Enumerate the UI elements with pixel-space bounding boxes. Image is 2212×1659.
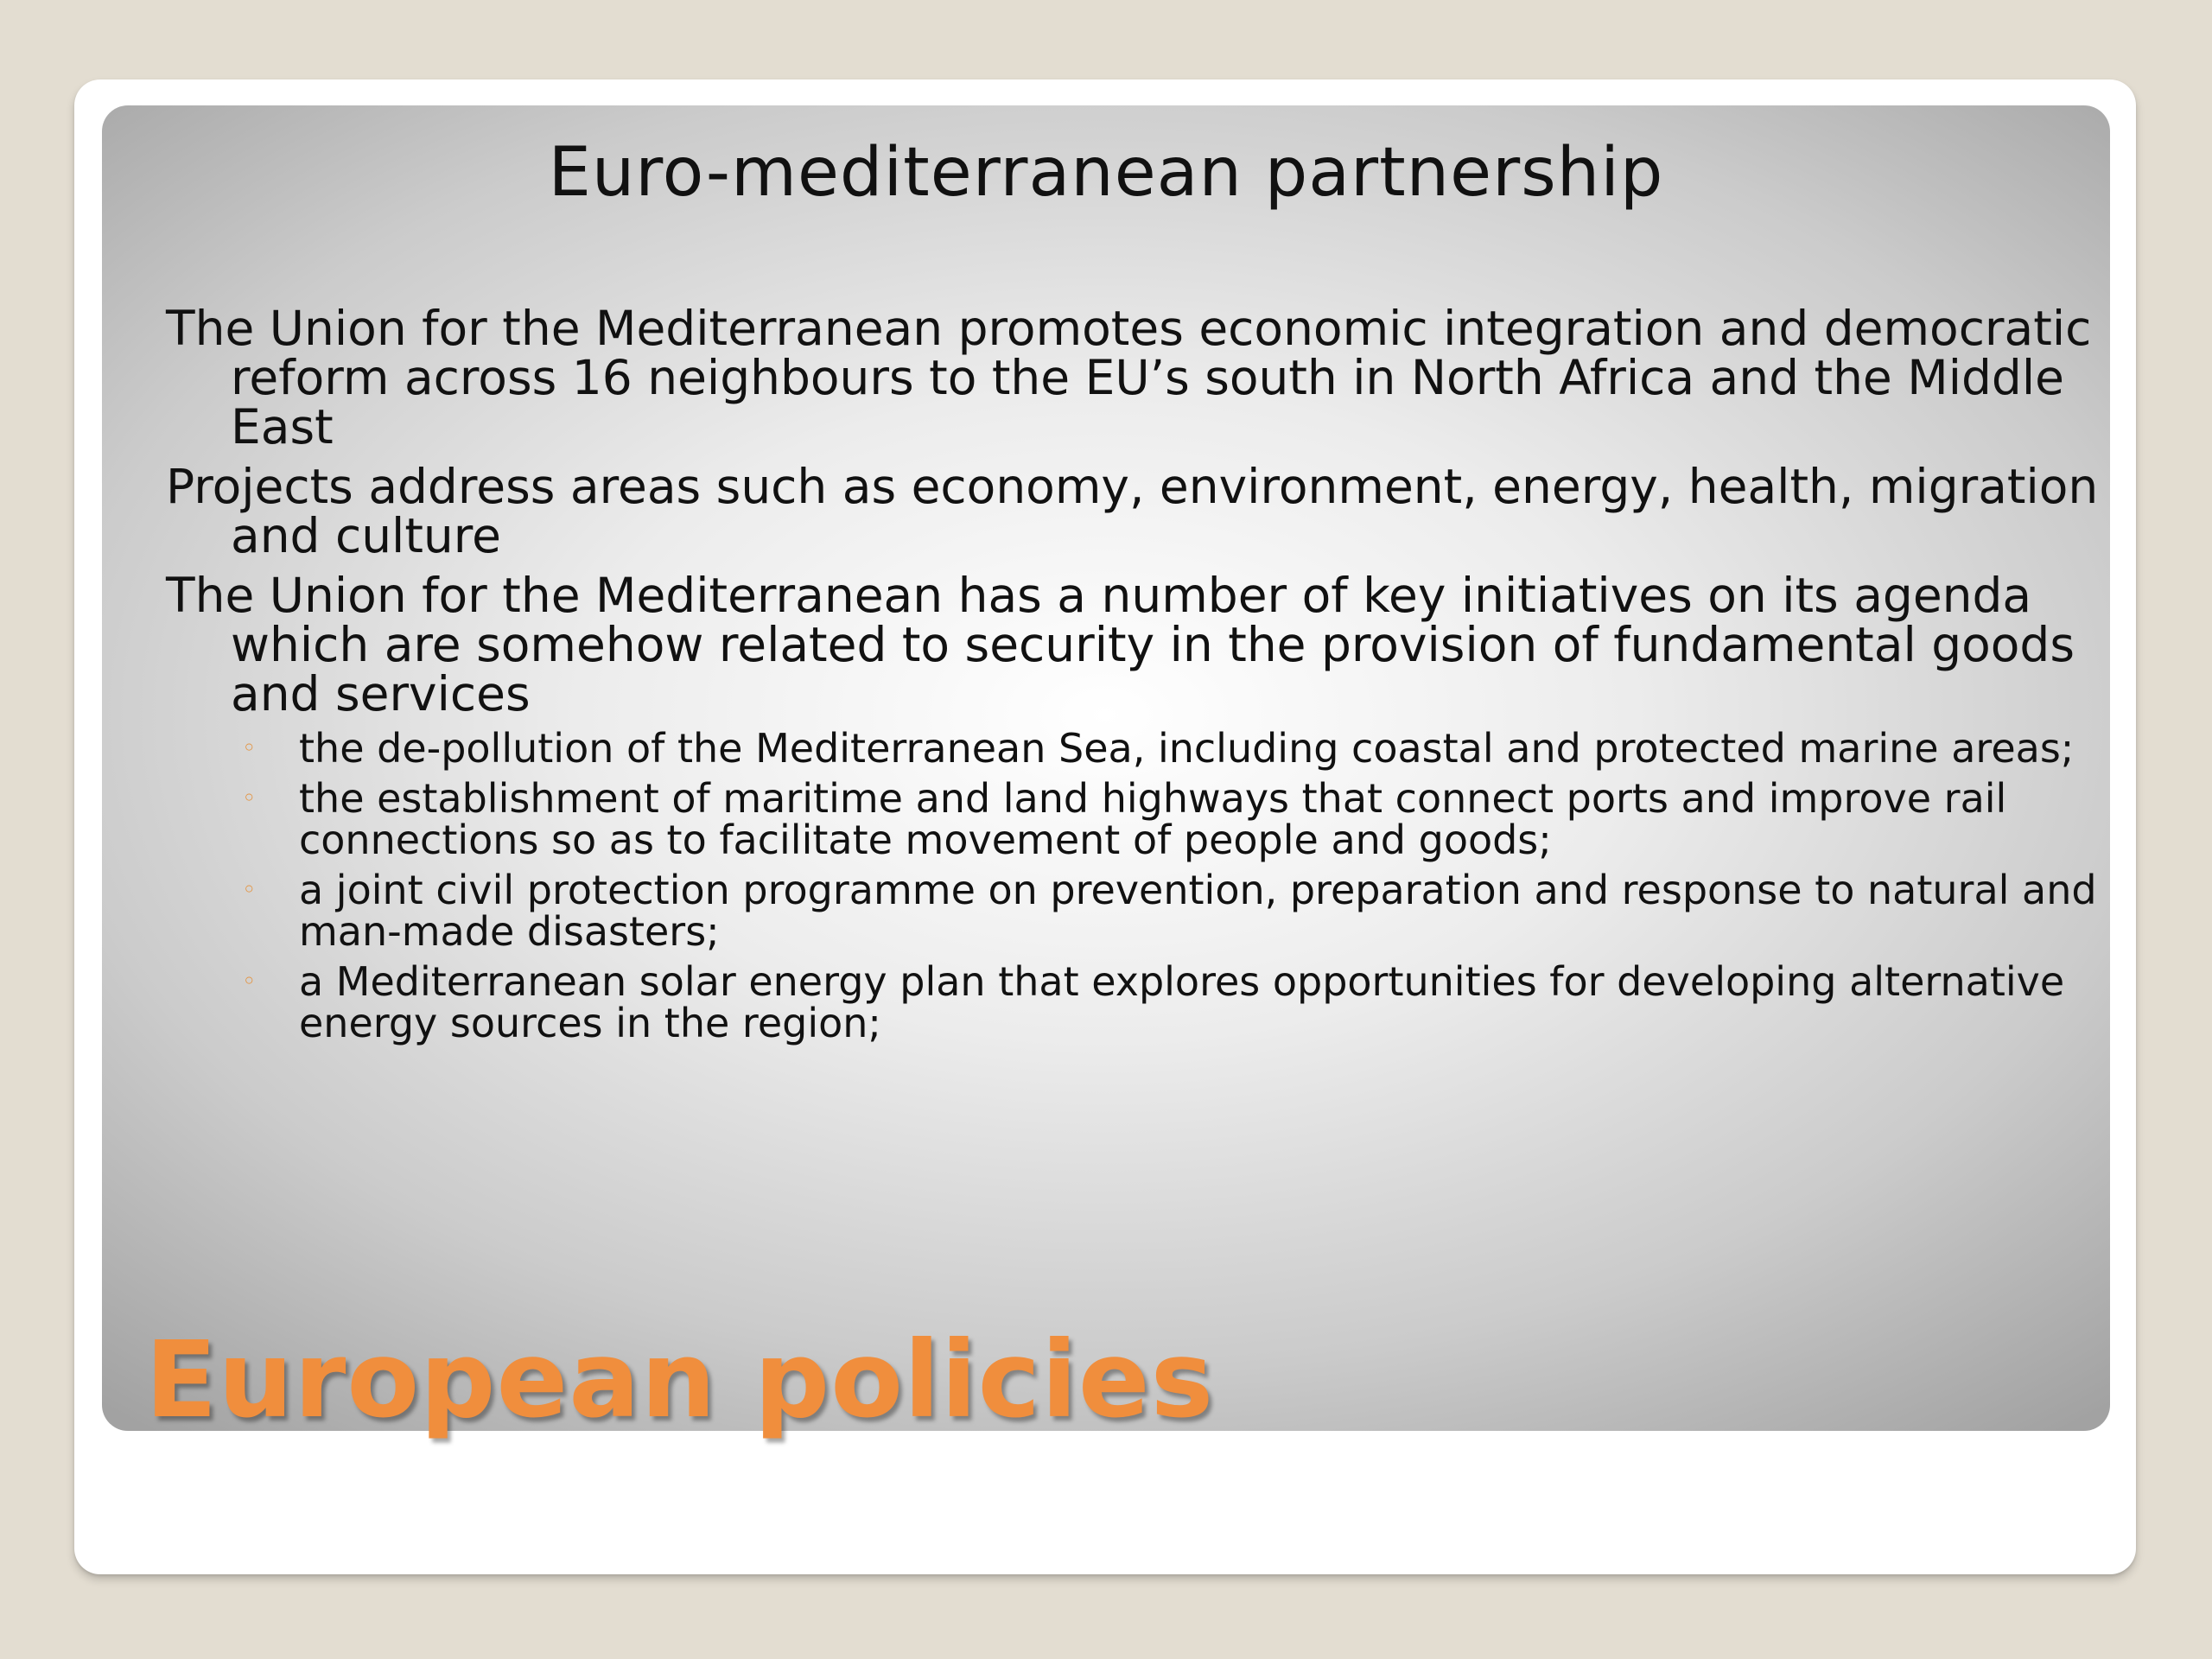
paragraph-integration: The Union for the Mediterranean promotes economic integration and democratic reform across 16 neighbours to the EU’s south in North Africa and the Middle East [166,301,2092,454]
bullet-icon: ◦ [242,734,257,762]
bullet-icon: ◦ [242,967,257,995]
slide-heading: Euro-mediterranean partnership [548,134,1664,212]
bullet-icon: ◦ [242,784,257,812]
list-item-text: a joint civil protection programme on prevention, preparation and response to natural and man-made disasters; [299,867,2097,955]
list-item [242,725,2101,772]
list-item [242,867,2101,955]
list-item-text: the establishment of maritime and land highways that connect ports and improve rail connections so as to facilitate movement of people and goods; [299,775,2007,863]
list-item-text: a Mediterranean solar energy plan that explores opportunities for developing alternative energy sources in the region; [299,958,2065,1046]
bullet-icon: ◦ [242,875,257,904]
initiatives-list [166,725,2101,1046]
list-item-text: the de-pollution of the Mediterranean Sea, including coastal and protected marine areas; [299,725,2075,772]
list-item [242,775,2101,863]
list-item [242,958,2101,1046]
slide-content [166,301,2101,1052]
paragraph-initiatives: The Union for the Mediterranean has a number of key initiatives on its agenda which are somehow related to security in the provision of fundamental goods and services [166,568,2075,721]
paragraph-projects: Projects address areas such as economy, environment, energy, health, migration and culture [166,459,2099,563]
slide-title: European policies [145,1319,1215,1441]
